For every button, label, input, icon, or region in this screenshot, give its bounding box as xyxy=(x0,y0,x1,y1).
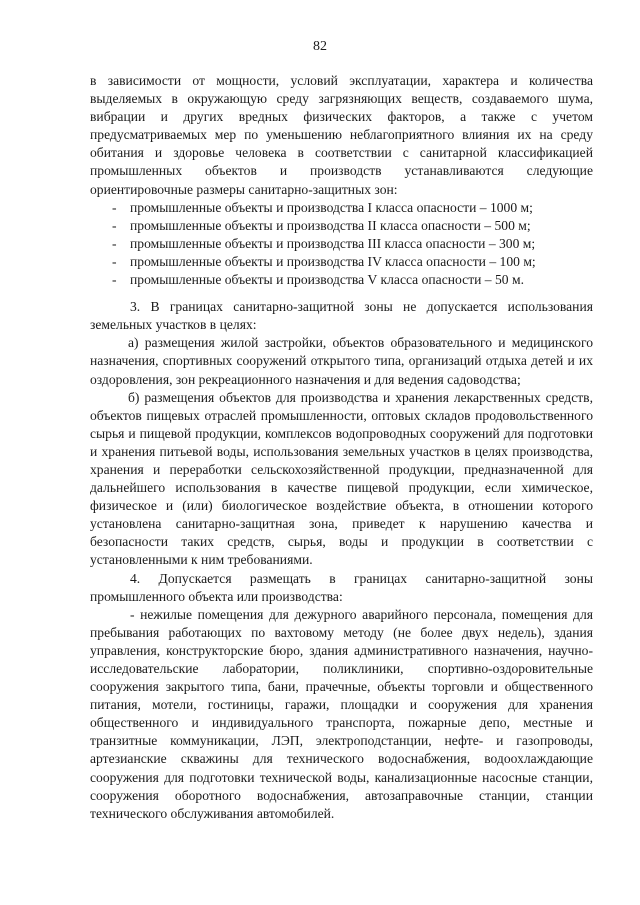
list-item xyxy=(90,235,593,253)
item-4-paragraph: 4. Допускается размещать в границах санитарно-защитной зоны промышленного объекта или производства: xyxy=(90,570,593,604)
document-body xyxy=(90,72,593,823)
list-item-text: промышленные объекты и производства V класса опасности – 50 м. xyxy=(130,272,524,288)
list-item xyxy=(90,199,593,217)
intro-line: в зависимости от мощности, условий эксплуатации, характера и количества xyxy=(90,73,593,88)
page-number: 82 xyxy=(313,39,327,54)
list-item xyxy=(90,217,593,235)
item-3a-paragraph: а) размещения жилой застройки, объектов образовательного и медицинского назначения, спортивных сооружений открытого типа, организаций отдыха детей и их оздоровления, зон рекреационного назначения и для ведения садоводства; xyxy=(90,335,593,387)
list-marker: - xyxy=(112,235,117,251)
intro-line: предусматриваемых мер по уменьшению неблагоприятного влияния их на xyxy=(90,127,553,143)
list-item-text: промышленные объекты и производства IV класса опасности – 100 м; xyxy=(130,253,536,269)
intro-line: шума, вибрации и других вредных физических факторов, а также с учетом xyxy=(90,91,593,125)
list-marker: - xyxy=(112,217,117,233)
intro-line: классификацией промышленных объектов и производств устанавливаются xyxy=(90,145,593,179)
intro-line: среду обитания и здоровье человека в соответствии с санитарной xyxy=(90,127,593,161)
intro-line: следующие ориентировочные размеры санитарно-защитных зон: xyxy=(90,163,593,197)
list-item-text: промышленные объекты и производства I класса опасности – 1000 м; xyxy=(130,199,533,215)
list-marker: - xyxy=(112,272,117,288)
list-item xyxy=(90,271,593,289)
intro-paragraph xyxy=(90,72,593,199)
intro-line: выделяемых в окружающую среду загрязняющих веществ, создаваемого xyxy=(90,91,549,107)
list-item-text: промышленные объекты и производства II класса опасности – 500 м; xyxy=(130,217,531,233)
item-3-paragraph: 3. В границах санитарно-защитной зоны не допускается использования земельных участков в целях: xyxy=(90,299,593,333)
list-marker: - xyxy=(112,253,117,269)
zone-size-list xyxy=(90,199,593,289)
item-3b-paragraph: б) размещения объектов для производства и хранения лекарственных средств, объектов пищевых отраслей промышленности, оптовых складов продовольственного сырья и пищевой продукции, комплексов водопроводных сооружений для подготовки и хранения питьевой воды, использования земельных участков в целях производства, хранения и переработки сельскохозяйственной продукции, предназначенной для дальнейшего использования в качестве пищевой продукции, если химическое, физическое и (или) биологическое воздействие объекта, в отношении которого установлена санитарно-защитная зона, приведет к нарушению качества и безопасности таких средств, сырья, воды и продукции в соответствии с установленными к ним требованиями. xyxy=(90,389,593,568)
item-4-detail-paragraph: - нежилые помещения для дежурного аварийного персонала, помещения для пребывания работающих по вахтовому методу (не более двух недель), здания управления, конструкторские бюро, здания административного назначения, научно-исследовательские лаборатории, поликлиники, спортивно-оздоровительные сооружения закрытого типа, бани, прачечные, объекты торговли и общественного питания, мотели, гостиницы, гаражи, площадки и сооружения для хранения общественного и индивидуального транспорта, пожарные депо, местные и транзитные коммуникации, ЛЭП, электроподстанции, нефте- и газопроводы, артезианские скважины для технического водоснабжения, водоохлаждающие сооружения для подготовки технической воды, канализационные насосные станции, сооружения оборотного водоснабжения, автозаправочные станции, станции технического обслуживания автомобилей. xyxy=(90,606,593,821)
list-item-text: промышленные объекты и производства III класса опасности – 300 м; xyxy=(130,235,536,251)
list-item xyxy=(90,253,593,271)
list-marker: - xyxy=(112,199,117,215)
